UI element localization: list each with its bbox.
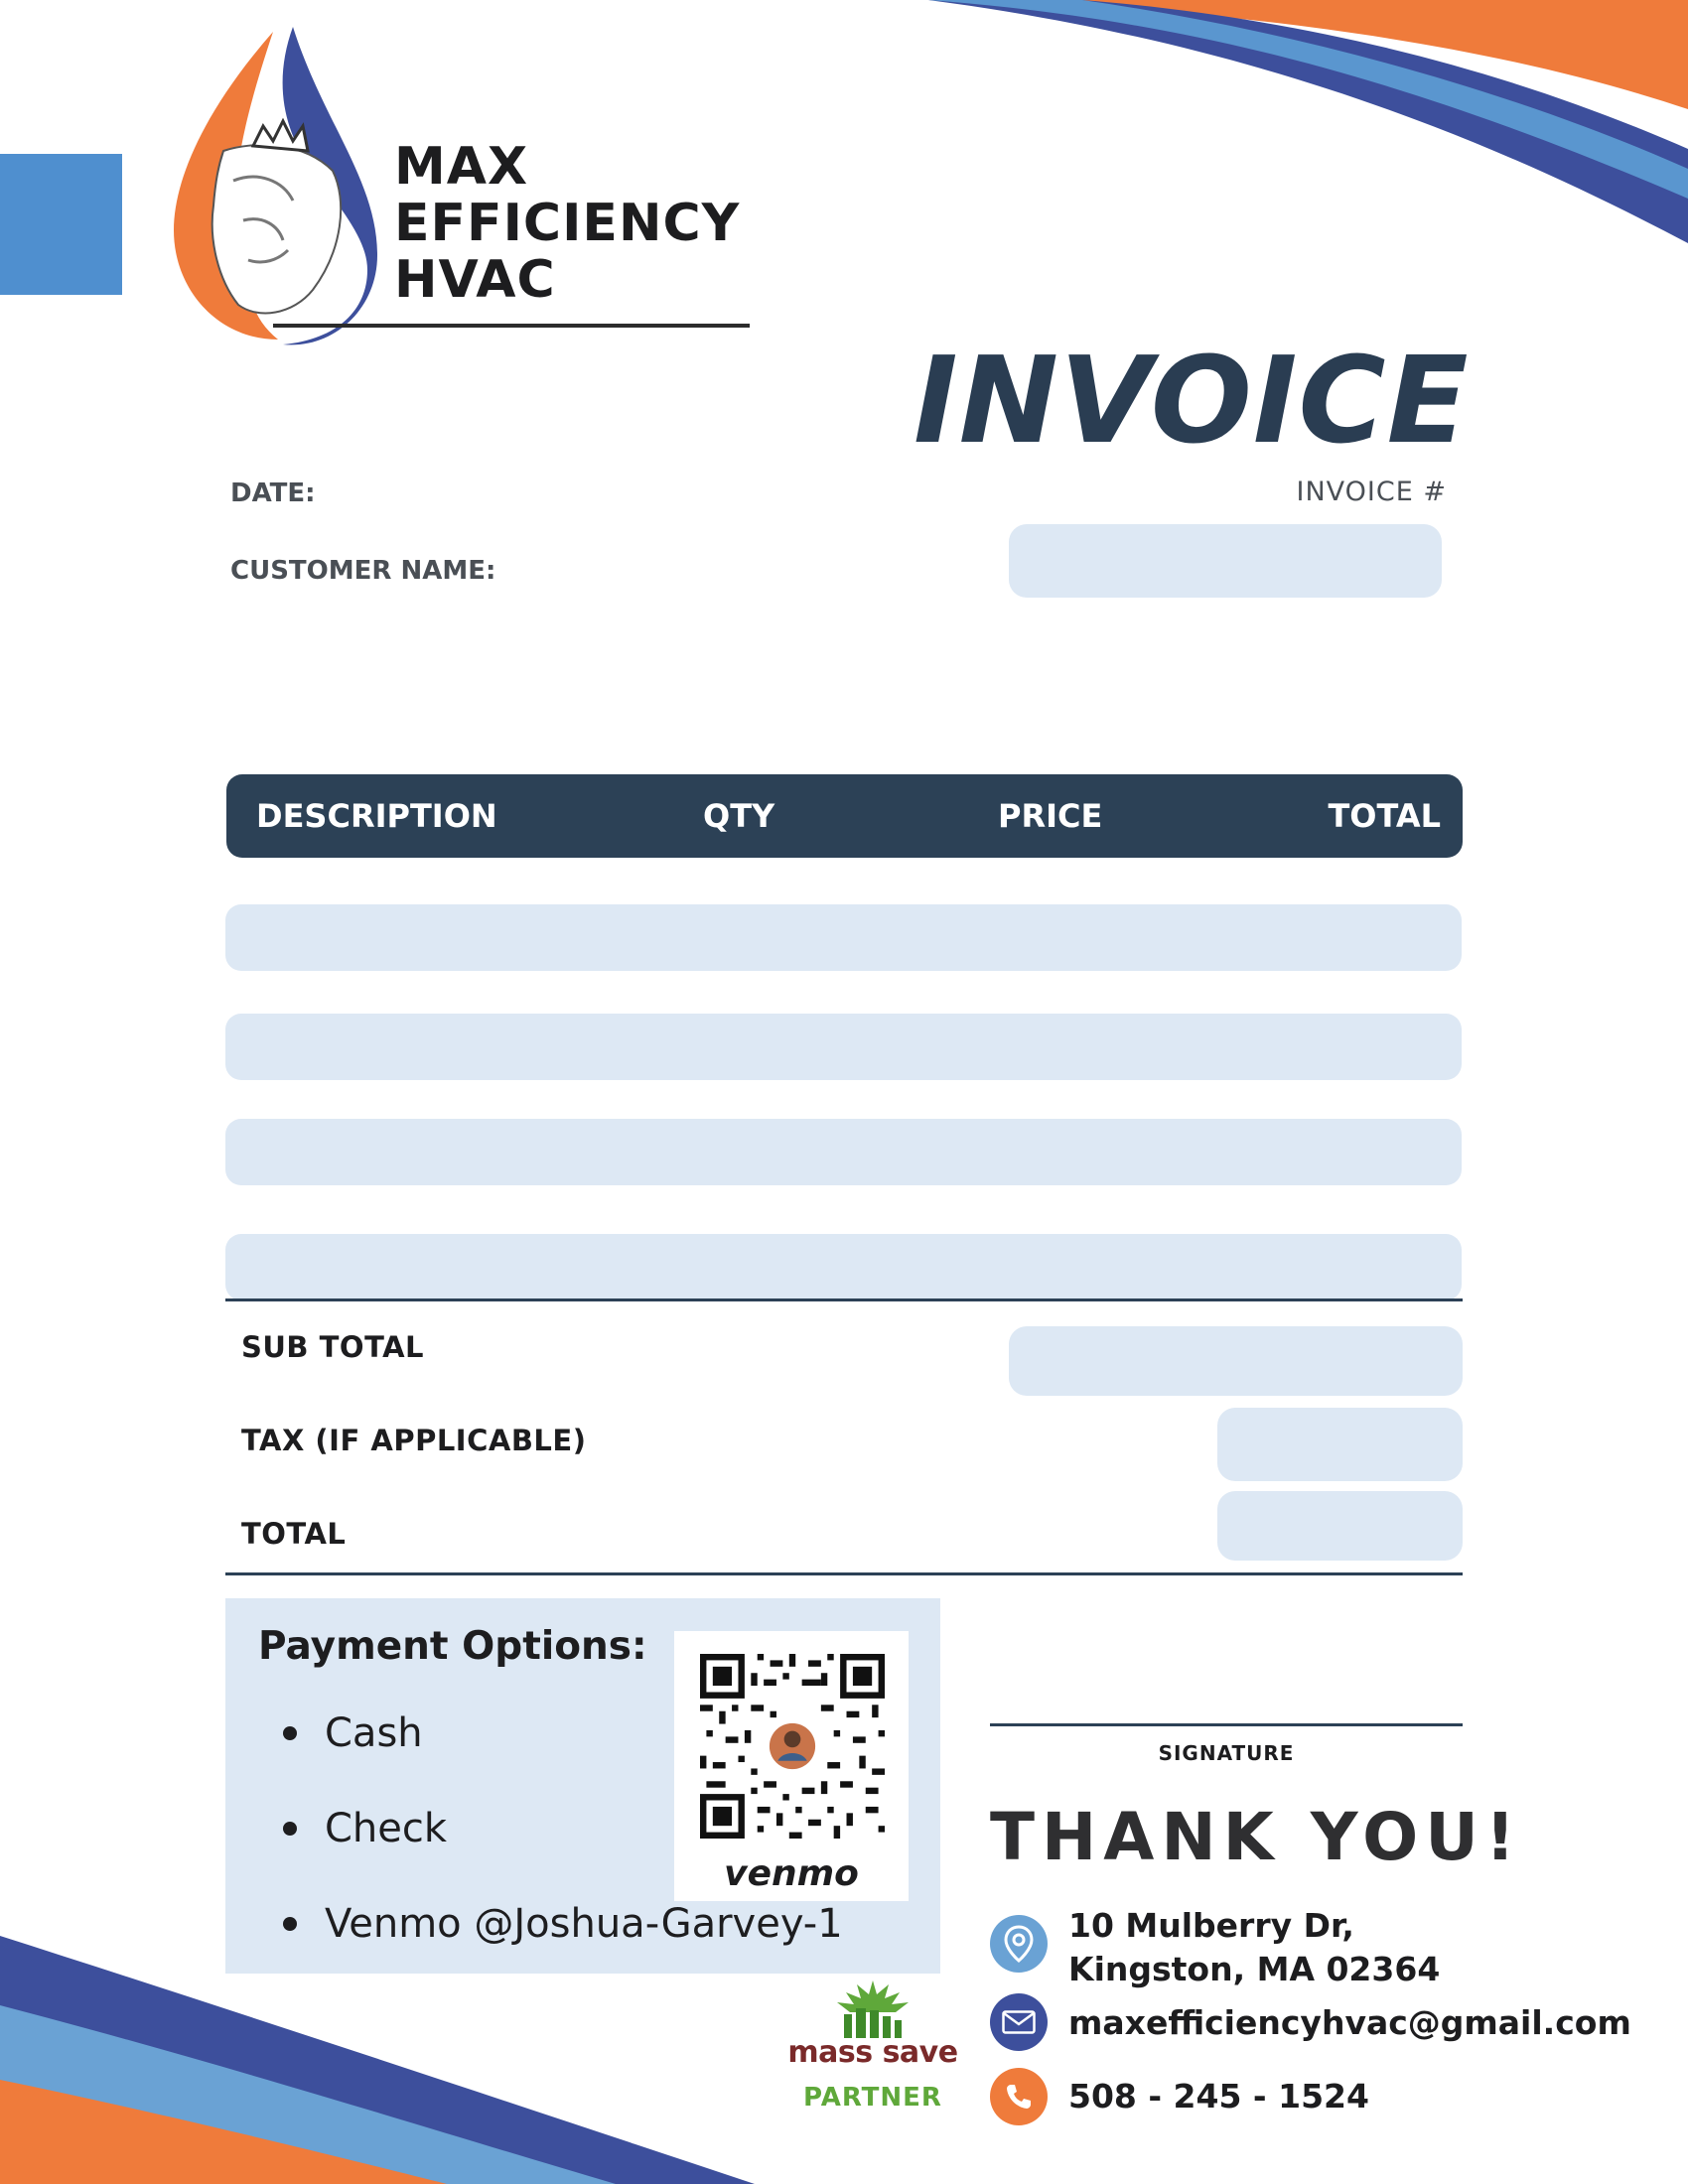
envelope-icon [990,1993,1048,2051]
table-header [226,774,1463,858]
table-bottom-rule [225,1298,1463,1301]
thank-you-heading: THANK YOU! [990,1799,1522,1875]
signature-label: SIGNATURE [1158,1741,1295,1765]
date-label: DATE: [230,478,316,508]
qr-code-icon[interactable] [700,1654,885,1839]
subtotal-field[interactable] [1009,1326,1463,1396]
invoice-number-label: INVOICE # [1296,477,1447,507]
line-item-row[interactable] [225,1234,1462,1300]
line-item-row[interactable] [225,1014,1462,1080]
address-line-2: Kingston, MA 02364 [1068,1950,1441,1988]
signature-line [990,1723,1463,1726]
contact-phone[interactable]: 508 - 245 - 1524 [1068,2077,1369,2116]
column-header-total: TOTAL [1328,797,1441,835]
company-name [394,139,740,309]
payment-option-item [283,1901,843,1947]
bullet-icon [283,1822,297,1836]
address-line-1: 10 Mulberry Dr, [1068,1906,1354,1945]
total-field[interactable] [1217,1491,1463,1561]
contact-email[interactable]: maxefficiencyhvac@gmail.com [1068,2003,1631,2042]
invoice-heading: INVOICE [914,333,1470,471]
column-header-description: DESCRIPTION [256,797,497,835]
payment-options-title: Payment Options: [258,1624,647,1669]
company-logo [164,22,392,349]
mass-save-wordmark: mass save [787,2035,958,2070]
bullet-icon [283,1917,297,1931]
payment-option-label: Venmo @Joshua-Garvey-1 [325,1901,843,1947]
partner-label: PARTNER [803,2083,942,2113]
invoice-number-field[interactable] [1009,524,1442,598]
payment-option-item [283,1710,423,1756]
total-label: TOTAL [241,1517,347,1551]
mass-save-logo [814,1980,931,2040]
phone-icon [990,2068,1048,2125]
tax-label: TAX (IF APPLICABLE) [241,1424,587,1457]
company-name-line-3: HVAC [394,250,556,310]
payment-option-label: Check [325,1806,448,1851]
bullet-icon [283,1726,297,1740]
tax-field[interactable] [1217,1408,1463,1481]
company-name-line-1: MAX [394,137,529,197]
company-name-line-2: EFFICIENCY [394,194,741,253]
summary-bottom-rule [225,1572,1463,1575]
subtotal-label: SUB TOTAL [241,1330,425,1364]
column-header-price: PRICE [998,797,1103,835]
payment-option-label: Cash [325,1710,423,1756]
line-item-row[interactable] [225,1119,1462,1185]
contact-address [1068,1904,1440,1991]
column-header-qty: QTY [703,797,775,835]
brand-underline [273,324,750,328]
line-item-row[interactable] [225,904,1462,971]
payment-option-item [283,1806,447,1851]
venmo-caption: venmo [724,1853,859,1894]
location-pin-icon [990,1915,1048,1973]
customer-name-label: CUSTOMER NAME: [230,556,496,586]
